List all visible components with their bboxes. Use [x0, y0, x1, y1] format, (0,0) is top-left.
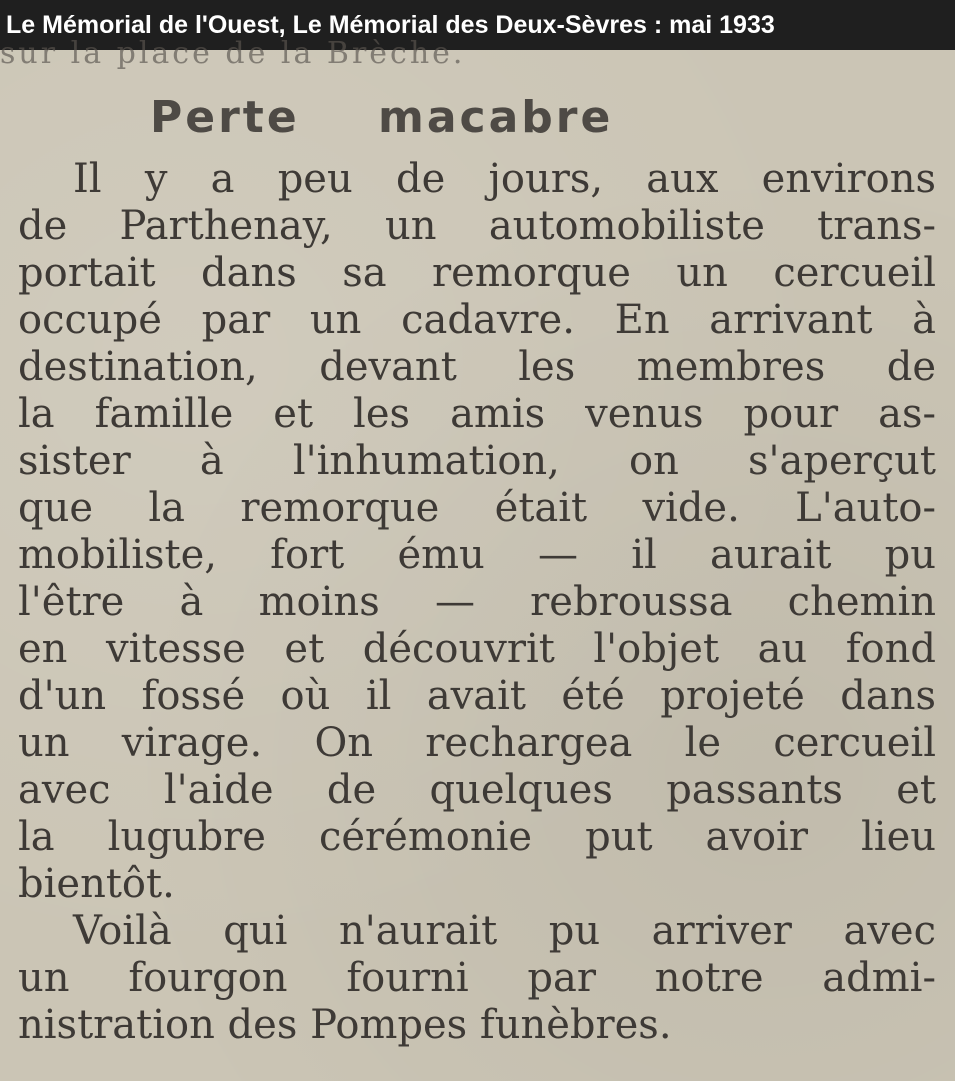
article-line: un fourgon fourni par notre admi-	[18, 955, 936, 1001]
article-body	[18, 156, 936, 1049]
article-line: un virage. On rechargea le cercueil	[18, 720, 936, 766]
article-headline: Perte macabre	[150, 92, 614, 143]
article-line: occupé par un cadavre. En arrivant à	[18, 297, 936, 343]
article-line: d'un fossé où il avait été projeté dans	[18, 673, 936, 719]
article-line: portait dans sa remorque un cercueil	[18, 250, 936, 296]
article-line: l'être à moins — rebroussa chemin	[18, 579, 936, 625]
article-line: avec l'aide de quelques passants et	[18, 767, 936, 813]
article-line: mobiliste, fort ému — il aurait pu	[18, 532, 936, 578]
article-line: de Parthenay, un automobiliste trans-	[18, 203, 936, 249]
cut-off-previous-line: sur la place de la Brèche.	[0, 36, 466, 71]
article-line: Voilà qui n'aurait pu arriver avec	[73, 908, 936, 954]
article-line: que la remorque était vide. L'auto-	[18, 485, 936, 531]
article-line: destination, devant les membres de	[18, 344, 936, 390]
article-line: sister à l'inhumation, on s'aperçut	[18, 438, 936, 484]
article-line: en vitesse et découvrit l'objet au fond	[18, 626, 936, 672]
article-line: Il y a peu de jours, aux environs	[73, 156, 936, 202]
article-line: nistration des Pompes funèbres.	[18, 1002, 672, 1048]
article-line: la lugubre cérémonie put avoir lieu	[18, 814, 936, 860]
newspaper-clipping	[0, 36, 955, 1081]
article-line: bientôt.	[18, 861, 175, 907]
article-line: la famille et les amis venus pour as-	[18, 391, 936, 437]
document-title: Le Mémorial de l'Ouest, Le Mémorial des Deux-Sèvres : mai 1933	[6, 11, 775, 39]
